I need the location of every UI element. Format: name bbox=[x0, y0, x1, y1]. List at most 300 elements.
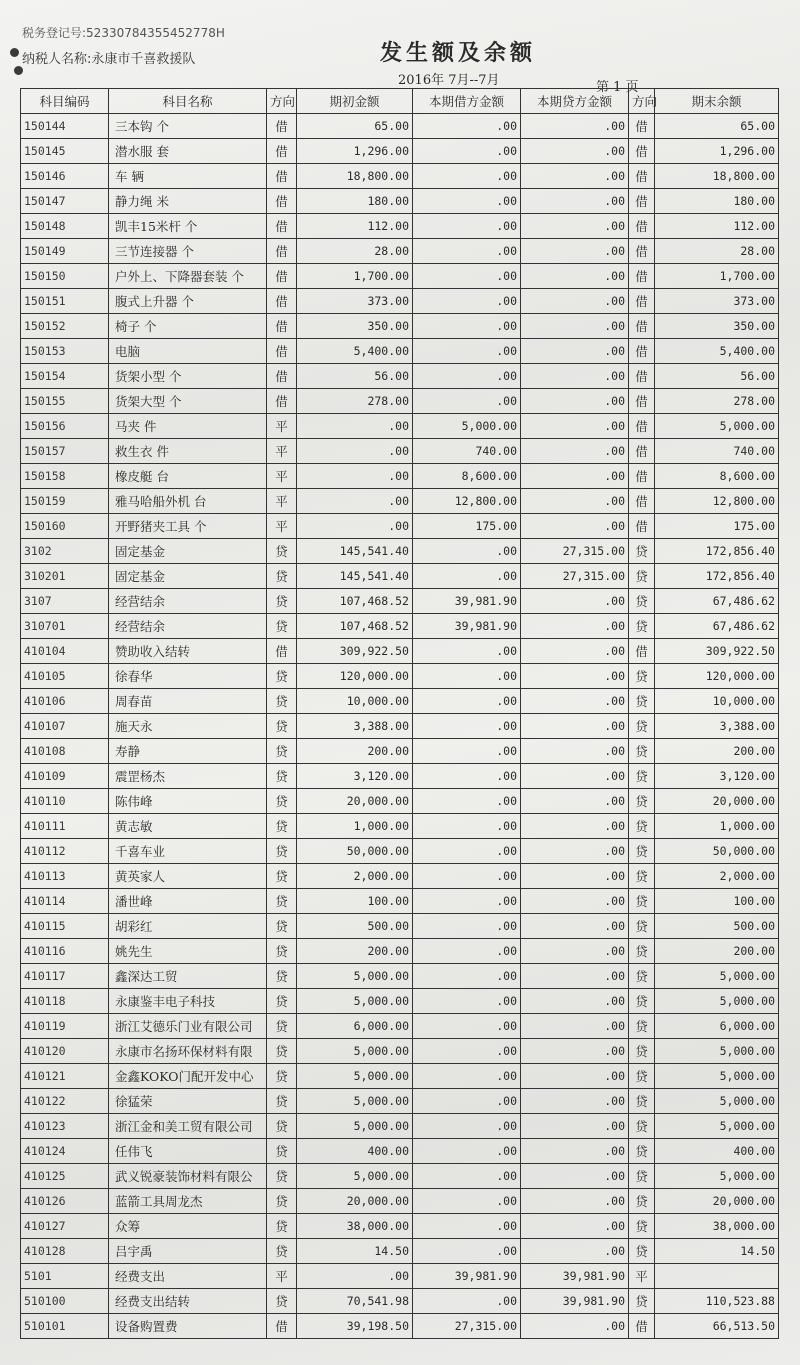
account-code-cell: 410120 bbox=[21, 1039, 109, 1064]
opening-amount-cell: 5,000.00 bbox=[297, 989, 413, 1014]
opening-amount-cell: 10,000.00 bbox=[297, 689, 413, 714]
account-name-cell: 车 辆 bbox=[109, 164, 267, 189]
closing-balance-cell: 5,000.00 bbox=[655, 964, 779, 989]
direction-cell: 贷 bbox=[267, 564, 297, 589]
table-row bbox=[21, 1039, 779, 1064]
table-row bbox=[21, 339, 779, 364]
tax-id-label: 税务登记号: bbox=[22, 26, 87, 40]
account-code-cell: 410117 bbox=[21, 964, 109, 989]
account-name-cell: 吕宇禹 bbox=[109, 1239, 267, 1264]
closing-direction-cell: 贷 bbox=[629, 564, 655, 589]
closing-balance-cell: 66,513.50 bbox=[655, 1314, 779, 1339]
direction-cell: 借 bbox=[267, 189, 297, 214]
account-code-cell: 150149 bbox=[21, 239, 109, 264]
table-row bbox=[21, 914, 779, 939]
opening-amount-cell: 65.00 bbox=[297, 114, 413, 139]
direction-cell: 平 bbox=[267, 514, 297, 539]
credit-amount-cell: .00 bbox=[521, 664, 629, 689]
account-code-cell: 410123 bbox=[21, 1114, 109, 1139]
table-row bbox=[21, 1289, 779, 1314]
opening-amount-cell: 70,541.98 bbox=[297, 1289, 413, 1314]
closing-direction-cell: 借 bbox=[629, 414, 655, 439]
account-code-cell: 150145 bbox=[21, 139, 109, 164]
opening-amount-cell: 1,000.00 bbox=[297, 814, 413, 839]
opening-amount-cell: 180.00 bbox=[297, 189, 413, 214]
table-row bbox=[21, 1114, 779, 1139]
account-code-cell: 150159 bbox=[21, 489, 109, 514]
opening-amount-cell: 120,000.00 bbox=[297, 664, 413, 689]
direction-cell: 借 bbox=[267, 264, 297, 289]
credit-amount-cell: .00 bbox=[521, 239, 629, 264]
account-code-cell: 150158 bbox=[21, 464, 109, 489]
direction-cell: 平 bbox=[267, 414, 297, 439]
opening-amount-cell: 5,000.00 bbox=[297, 1089, 413, 1114]
opening-amount-cell: 350.00 bbox=[297, 314, 413, 339]
debit-amount-cell: .00 bbox=[413, 989, 521, 1014]
closing-direction-cell: 借 bbox=[629, 139, 655, 164]
debit-amount-cell: .00 bbox=[413, 164, 521, 189]
table-row bbox=[21, 114, 779, 139]
direction-cell: 平 bbox=[267, 489, 297, 514]
debit-amount-cell: .00 bbox=[413, 939, 521, 964]
opening-amount-cell: 145,541.40 bbox=[297, 539, 413, 564]
account-name-cell: 潜水服 套 bbox=[109, 139, 267, 164]
col-header-code: 科目编码 bbox=[21, 89, 109, 114]
closing-direction-cell: 借 bbox=[629, 439, 655, 464]
account-code-cell: 150155 bbox=[21, 389, 109, 414]
table-row bbox=[21, 764, 779, 789]
table-row bbox=[21, 314, 779, 339]
closing-direction-cell: 贷 bbox=[629, 1164, 655, 1189]
table-row bbox=[21, 164, 779, 189]
credit-amount-cell: .00 bbox=[521, 939, 629, 964]
closing-balance-cell: 740.00 bbox=[655, 439, 779, 464]
account-code-cell: 150157 bbox=[21, 439, 109, 464]
debit-amount-cell: .00 bbox=[413, 889, 521, 914]
account-name-cell: 电脑 bbox=[109, 339, 267, 364]
table-row bbox=[21, 739, 779, 764]
table-row bbox=[21, 1089, 779, 1114]
table-row bbox=[21, 989, 779, 1014]
debit-amount-cell: .00 bbox=[413, 1189, 521, 1214]
closing-direction-cell: 借 bbox=[629, 239, 655, 264]
debit-amount-cell: .00 bbox=[413, 139, 521, 164]
opening-amount-cell: 3,388.00 bbox=[297, 714, 413, 739]
direction-cell: 借 bbox=[267, 639, 297, 664]
debit-amount-cell: 27,315.00 bbox=[413, 1314, 521, 1339]
debit-amount-cell: .00 bbox=[413, 289, 521, 314]
account-code-cell: 150144 bbox=[21, 114, 109, 139]
direction-cell: 贷 bbox=[267, 914, 297, 939]
credit-amount-cell: .00 bbox=[521, 439, 629, 464]
closing-balance-cell: 1,700.00 bbox=[655, 264, 779, 289]
closing-direction-cell: 借 bbox=[629, 339, 655, 364]
table-row bbox=[21, 214, 779, 239]
account-name-cell: 胡彩红 bbox=[109, 914, 267, 939]
debit-amount-cell: .00 bbox=[413, 214, 521, 239]
debit-amount-cell: .00 bbox=[413, 964, 521, 989]
punch-hole bbox=[10, 48, 19, 57]
account-name-cell: 固定基金 bbox=[109, 539, 267, 564]
debit-amount-cell: .00 bbox=[413, 839, 521, 864]
closing-balance-cell: 20,000.00 bbox=[655, 1189, 779, 1214]
closing-balance-cell: 112.00 bbox=[655, 214, 779, 239]
debit-amount-cell: 39,981.90 bbox=[413, 1264, 521, 1289]
account-code-cell: 410111 bbox=[21, 814, 109, 839]
credit-amount-cell: 39,981.90 bbox=[521, 1264, 629, 1289]
debit-amount-cell: .00 bbox=[413, 189, 521, 214]
account-code-cell: 410109 bbox=[21, 764, 109, 789]
account-code-cell: 410119 bbox=[21, 1014, 109, 1039]
closing-direction-cell: 平 bbox=[629, 1264, 655, 1289]
punch-hole bbox=[14, 66, 23, 75]
closing-direction-cell: 贷 bbox=[629, 689, 655, 714]
debit-amount-cell: .00 bbox=[413, 1114, 521, 1139]
opening-amount-cell: 373.00 bbox=[297, 289, 413, 314]
closing-balance-cell: 172,856.40 bbox=[655, 539, 779, 564]
account-name-cell: 黄英家人 bbox=[109, 864, 267, 889]
credit-amount-cell: .00 bbox=[521, 914, 629, 939]
debit-amount-cell: .00 bbox=[413, 1139, 521, 1164]
credit-amount-cell: .00 bbox=[521, 989, 629, 1014]
closing-direction-cell: 贷 bbox=[629, 1214, 655, 1239]
direction-cell: 贷 bbox=[267, 1164, 297, 1189]
table-row bbox=[21, 464, 779, 489]
account-name-cell: 潘世峰 bbox=[109, 889, 267, 914]
account-name-cell: 经营结余 bbox=[109, 589, 267, 614]
closing-direction-cell: 借 bbox=[629, 1314, 655, 1339]
credit-amount-cell: .00 bbox=[521, 1064, 629, 1089]
credit-amount-cell: .00 bbox=[521, 389, 629, 414]
account-name-cell: 经费支出 bbox=[109, 1264, 267, 1289]
debit-amount-cell: .00 bbox=[413, 739, 521, 764]
table-row bbox=[21, 1139, 779, 1164]
debit-amount-cell: .00 bbox=[413, 564, 521, 589]
closing-balance-cell: 5,000.00 bbox=[655, 1089, 779, 1114]
account-code-cell: 410106 bbox=[21, 689, 109, 714]
account-name-cell: 货架小型 个 bbox=[109, 364, 267, 389]
credit-amount-cell: .00 bbox=[521, 1014, 629, 1039]
credit-amount-cell: .00 bbox=[521, 639, 629, 664]
credit-amount-cell: .00 bbox=[521, 739, 629, 764]
opening-amount-cell: 18,800.00 bbox=[297, 164, 413, 189]
credit-amount-cell: .00 bbox=[521, 114, 629, 139]
account-name-cell: 金鑫KOKO门配开发中心 bbox=[109, 1064, 267, 1089]
debit-amount-cell: .00 bbox=[413, 814, 521, 839]
direction-cell: 贷 bbox=[267, 664, 297, 689]
debit-amount-cell: .00 bbox=[413, 864, 521, 889]
credit-amount-cell: .00 bbox=[521, 614, 629, 639]
account-code-cell: 150152 bbox=[21, 314, 109, 339]
account-name-cell: 雅马哈船外机 台 bbox=[109, 489, 267, 514]
closing-direction-cell: 借 bbox=[629, 314, 655, 339]
closing-balance-cell: 5,000.00 bbox=[655, 414, 779, 439]
opening-amount-cell: 5,000.00 bbox=[297, 1039, 413, 1064]
col-header-closing: 期末余额 bbox=[655, 89, 779, 114]
closing-balance-cell: 2,000.00 bbox=[655, 864, 779, 889]
closing-balance-cell: 50,000.00 bbox=[655, 839, 779, 864]
opening-amount-cell: 6,000.00 bbox=[297, 1014, 413, 1039]
closing-direction-cell: 借 bbox=[629, 489, 655, 514]
direction-cell: 借 bbox=[267, 239, 297, 264]
credit-amount-cell: .00 bbox=[521, 839, 629, 864]
closing-balance-cell: 5,000.00 bbox=[655, 989, 779, 1014]
credit-amount-cell: .00 bbox=[521, 139, 629, 164]
debit-amount-cell: .00 bbox=[413, 1289, 521, 1314]
closing-balance-cell: 110,523.88 bbox=[655, 1289, 779, 1314]
credit-amount-cell: .00 bbox=[521, 1214, 629, 1239]
closing-direction-cell: 贷 bbox=[629, 1089, 655, 1114]
account-code-cell: 510100 bbox=[21, 1289, 109, 1314]
direction-cell: 贷 bbox=[267, 814, 297, 839]
table-row bbox=[21, 189, 779, 214]
debit-amount-cell: .00 bbox=[413, 114, 521, 139]
table-row bbox=[21, 414, 779, 439]
closing-balance-cell: 1,296.00 bbox=[655, 139, 779, 164]
closing-direction-cell: 借 bbox=[629, 364, 655, 389]
tax-id-value: 52330784355452778H bbox=[86, 26, 225, 40]
closing-direction-cell: 贷 bbox=[629, 664, 655, 689]
closing-balance-cell: 14.50 bbox=[655, 1239, 779, 1264]
credit-amount-cell: .00 bbox=[521, 714, 629, 739]
account-name-cell: 户外上、下降器套装 个 bbox=[109, 264, 267, 289]
credit-amount-cell: .00 bbox=[521, 314, 629, 339]
account-name-cell: 寿静 bbox=[109, 739, 267, 764]
opening-amount-cell: .00 bbox=[297, 514, 413, 539]
col-header-direction-end: 方向 bbox=[629, 89, 655, 114]
opening-amount-cell: 145,541.40 bbox=[297, 564, 413, 589]
table-row bbox=[21, 514, 779, 539]
account-name-cell: 武义锐豪装饰材料有限公 bbox=[109, 1164, 267, 1189]
debit-amount-cell: .00 bbox=[413, 539, 521, 564]
opening-amount-cell: .00 bbox=[297, 1264, 413, 1289]
closing-direction-cell: 借 bbox=[629, 289, 655, 314]
closing-direction-cell: 贷 bbox=[629, 1239, 655, 1264]
credit-amount-cell: .00 bbox=[521, 1314, 629, 1339]
credit-amount-cell: .00 bbox=[521, 264, 629, 289]
credit-amount-cell: .00 bbox=[521, 1139, 629, 1164]
debit-amount-cell: .00 bbox=[413, 639, 521, 664]
account-code-cell: 310701 bbox=[21, 614, 109, 639]
credit-amount-cell: 27,315.00 bbox=[521, 564, 629, 589]
closing-direction-cell: 贷 bbox=[629, 839, 655, 864]
credit-amount-cell: 27,315.00 bbox=[521, 539, 629, 564]
closing-balance-cell: 65.00 bbox=[655, 114, 779, 139]
closing-balance-cell: 5,000.00 bbox=[655, 1039, 779, 1064]
account-name-cell: 鑫深达工贸 bbox=[109, 964, 267, 989]
debit-amount-cell: 39,981.90 bbox=[413, 614, 521, 639]
account-name-cell: 陈伟峰 bbox=[109, 789, 267, 814]
closing-direction-cell: 贷 bbox=[629, 539, 655, 564]
closing-direction-cell: 借 bbox=[629, 114, 655, 139]
closing-balance-cell: 67,486.62 bbox=[655, 589, 779, 614]
col-header-debit: 本期借方金额 bbox=[413, 89, 521, 114]
opening-amount-cell: 39,198.50 bbox=[297, 1314, 413, 1339]
table-row bbox=[21, 564, 779, 589]
account-code-cell: 150146 bbox=[21, 164, 109, 189]
account-name-cell: 凯丰15米杆 个 bbox=[109, 214, 267, 239]
direction-cell: 借 bbox=[267, 289, 297, 314]
closing-direction-cell: 借 bbox=[629, 639, 655, 664]
table-row bbox=[21, 1064, 779, 1089]
account-code-cell: 310201 bbox=[21, 564, 109, 589]
direction-cell: 借 bbox=[267, 214, 297, 239]
opening-amount-cell: 3,120.00 bbox=[297, 764, 413, 789]
direction-cell: 贷 bbox=[267, 589, 297, 614]
debit-amount-cell: .00 bbox=[413, 314, 521, 339]
table-row bbox=[21, 789, 779, 814]
opening-amount-cell: 14.50 bbox=[297, 1239, 413, 1264]
credit-amount-cell: .00 bbox=[521, 514, 629, 539]
table-row bbox=[21, 664, 779, 689]
credit-amount-cell: .00 bbox=[521, 789, 629, 814]
closing-direction-cell: 借 bbox=[629, 189, 655, 214]
closing-balance-cell: 200.00 bbox=[655, 739, 779, 764]
direction-cell: 贷 bbox=[267, 1064, 297, 1089]
table-row bbox=[21, 389, 779, 414]
closing-direction-cell: 贷 bbox=[629, 739, 655, 764]
account-code-cell: 410128 bbox=[21, 1239, 109, 1264]
account-name-cell: 任伟飞 bbox=[109, 1139, 267, 1164]
table-row bbox=[21, 589, 779, 614]
credit-amount-cell: .00 bbox=[521, 1239, 629, 1264]
account-code-cell: 150150 bbox=[21, 264, 109, 289]
opening-amount-cell: 1,700.00 bbox=[297, 264, 413, 289]
account-code-cell: 150160 bbox=[21, 514, 109, 539]
closing-direction-cell: 贷 bbox=[629, 1114, 655, 1139]
account-name-cell: 周春苗 bbox=[109, 689, 267, 714]
account-name-cell: 蓝箭工具周龙杰 bbox=[109, 1189, 267, 1214]
col-header-opening: 期初金额 bbox=[297, 89, 413, 114]
closing-balance-cell: 18,800.00 bbox=[655, 164, 779, 189]
table-row bbox=[21, 714, 779, 739]
direction-cell: 贷 bbox=[267, 1214, 297, 1239]
closing-balance-cell: 67,486.62 bbox=[655, 614, 779, 639]
direction-cell: 贷 bbox=[267, 964, 297, 989]
debit-amount-cell: .00 bbox=[413, 364, 521, 389]
account-code-cell: 410127 bbox=[21, 1214, 109, 1239]
direction-cell: 借 bbox=[267, 314, 297, 339]
credit-amount-cell: 39,981.90 bbox=[521, 1289, 629, 1314]
credit-amount-cell: .00 bbox=[521, 164, 629, 189]
table-row bbox=[21, 1264, 779, 1289]
account-code-cell: 410116 bbox=[21, 939, 109, 964]
table-row bbox=[21, 939, 779, 964]
closing-direction-cell: 贷 bbox=[629, 1014, 655, 1039]
account-code-cell: 150147 bbox=[21, 189, 109, 214]
direction-cell: 贷 bbox=[267, 1289, 297, 1314]
closing-direction-cell: 贷 bbox=[629, 1039, 655, 1064]
closing-direction-cell: 借 bbox=[629, 214, 655, 239]
credit-amount-cell: .00 bbox=[521, 464, 629, 489]
credit-amount-cell: .00 bbox=[521, 814, 629, 839]
debit-amount-cell: .00 bbox=[413, 689, 521, 714]
debit-amount-cell: .00 bbox=[413, 1214, 521, 1239]
table-row bbox=[21, 814, 779, 839]
col-header-name: 科目名称 bbox=[109, 89, 267, 114]
account-name-cell: 腹式上升器 个 bbox=[109, 289, 267, 314]
closing-direction-cell: 借 bbox=[629, 464, 655, 489]
closing-direction-cell: 借 bbox=[629, 389, 655, 414]
direction-cell: 贷 bbox=[267, 1014, 297, 1039]
closing-direction-cell: 贷 bbox=[629, 614, 655, 639]
account-code-cell: 410108 bbox=[21, 739, 109, 764]
opening-amount-cell: 200.00 bbox=[297, 939, 413, 964]
col-header-direction: 方向 bbox=[267, 89, 297, 114]
col-header-credit: 本期贷方金额 bbox=[521, 89, 629, 114]
debit-amount-cell: .00 bbox=[413, 789, 521, 814]
direction-cell: 平 bbox=[267, 1264, 297, 1289]
closing-balance-cell: 373.00 bbox=[655, 289, 779, 314]
account-code-cell: 150153 bbox=[21, 339, 109, 364]
opening-amount-cell: 500.00 bbox=[297, 914, 413, 939]
credit-amount-cell: .00 bbox=[521, 1089, 629, 1114]
closing-direction-cell: 贷 bbox=[629, 764, 655, 789]
opening-amount-cell: 5,000.00 bbox=[297, 1064, 413, 1089]
opening-amount-cell: .00 bbox=[297, 414, 413, 439]
closing-balance-cell: 100.00 bbox=[655, 889, 779, 914]
page-title: 发生额及余额 bbox=[380, 40, 537, 66]
credit-amount-cell: .00 bbox=[521, 764, 629, 789]
closing-direction-cell: 贷 bbox=[629, 939, 655, 964]
account-code-cell: 410126 bbox=[21, 1189, 109, 1214]
credit-amount-cell: .00 bbox=[521, 964, 629, 989]
debit-amount-cell: .00 bbox=[413, 714, 521, 739]
direction-cell: 借 bbox=[267, 139, 297, 164]
direction-cell: 平 bbox=[267, 464, 297, 489]
account-name-cell: 固定基金 bbox=[109, 564, 267, 589]
table-row bbox=[21, 839, 779, 864]
table-row bbox=[21, 1014, 779, 1039]
account-code-cell: 150156 bbox=[21, 414, 109, 439]
direction-cell: 贷 bbox=[267, 714, 297, 739]
closing-balance-cell: 12,800.00 bbox=[655, 489, 779, 514]
debit-amount-cell: .00 bbox=[413, 239, 521, 264]
credit-amount-cell: .00 bbox=[521, 364, 629, 389]
account-name-cell: 经费支出结转 bbox=[109, 1289, 267, 1314]
debit-amount-cell: .00 bbox=[413, 339, 521, 364]
direction-cell: 平 bbox=[267, 439, 297, 464]
closing-direction-cell: 贷 bbox=[629, 889, 655, 914]
table-row bbox=[21, 539, 779, 564]
opening-amount-cell: 5,000.00 bbox=[297, 1164, 413, 1189]
opening-amount-cell: 28.00 bbox=[297, 239, 413, 264]
direction-cell: 贷 bbox=[267, 989, 297, 1014]
direction-cell: 借 bbox=[267, 1314, 297, 1339]
taxpayer-line bbox=[22, 48, 195, 67]
account-code-cell: 510101 bbox=[21, 1314, 109, 1339]
opening-amount-cell: 38,000.00 bbox=[297, 1214, 413, 1239]
credit-amount-cell: .00 bbox=[521, 1039, 629, 1064]
closing-balance-cell: 500.00 bbox=[655, 914, 779, 939]
opening-amount-cell: 200.00 bbox=[297, 739, 413, 764]
direction-cell: 借 bbox=[267, 114, 297, 139]
account-name-cell: 姚先生 bbox=[109, 939, 267, 964]
closing-direction-cell: 贷 bbox=[629, 1064, 655, 1089]
credit-amount-cell: .00 bbox=[521, 414, 629, 439]
period-range: 2016年 7月--7月 bbox=[398, 73, 500, 88]
account-code-cell: 410115 bbox=[21, 914, 109, 939]
debit-amount-cell: .00 bbox=[413, 389, 521, 414]
account-name-cell: 马夹 件 bbox=[109, 414, 267, 439]
closing-balance-cell: 180.00 bbox=[655, 189, 779, 214]
direction-cell: 贷 bbox=[267, 839, 297, 864]
account-code-cell: 410112 bbox=[21, 839, 109, 864]
direction-cell: 贷 bbox=[267, 1114, 297, 1139]
opening-amount-cell: 56.00 bbox=[297, 364, 413, 389]
direction-cell: 贷 bbox=[267, 1239, 297, 1264]
account-name-cell: 三本钩 个 bbox=[109, 114, 267, 139]
